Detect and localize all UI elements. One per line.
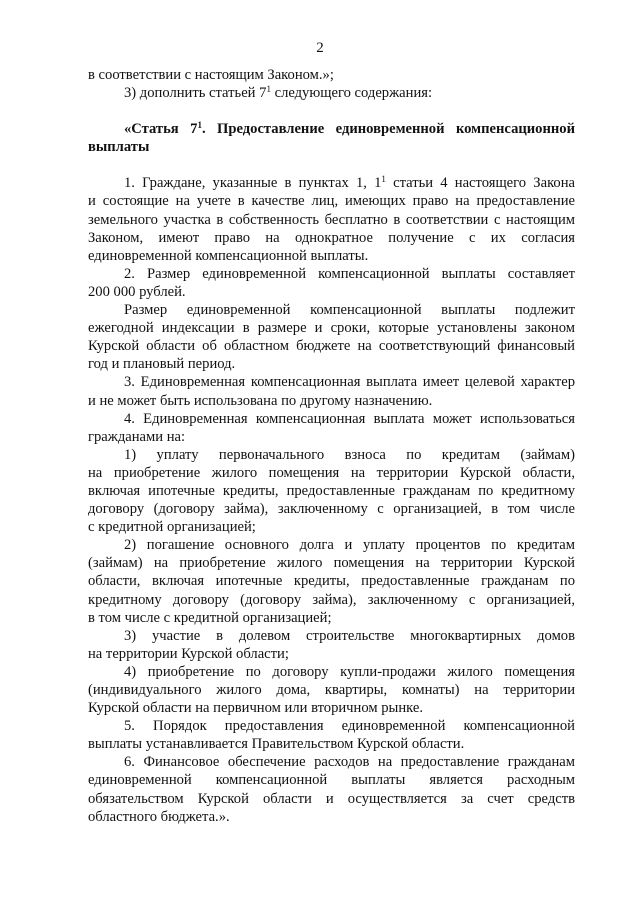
- text-line: и состоящие на учете в качестве лиц, имеющих право на предоставление: [88, 193, 575, 210]
- text-line: земельного участка в собственность бесплатно в соответствии с настоящим: [88, 211, 575, 228]
- text-line: кредитному договору (договору займа), заключенному с организацией,: [88, 591, 575, 608]
- text-line: 2. Размер единовременной компенсационной выплаты составляет: [124, 265, 575, 282]
- text-line: единовременной компенсационной выплаты.: [88, 247, 369, 264]
- text-line: на приобретение жилого помещения на территории Курской области,: [88, 464, 575, 481]
- text-line: в том числе с кредитной организацией;: [88, 609, 332, 626]
- text-line: включая ипотечные кредиты, предоставленные гражданам по кредитному: [88, 482, 575, 499]
- text-line: Размер единовременной компенсационной выплаты подлежит: [124, 302, 575, 319]
- text-line: 1. Граждане, указанные в пунктах 1, $1^1$ статьи 4 настоящего Закона: [124, 174, 575, 192]
- paragraph-2: [88, 265, 575, 374]
- paragraph-6: [88, 753, 575, 825]
- text-line: Курской области на первичном или вторичном рынке.: [88, 700, 423, 717]
- text-line: 4. Единовременная компенсационная выплата может использоваться: [124, 410, 575, 427]
- text-line: 3. Единовременная компенсационная выплата имеет целевой характер: [124, 374, 575, 391]
- text-line: (индивидуального жилого дома, квартиры, комнаты) на территории: [88, 682, 575, 698]
- paragraph-1: [88, 174, 575, 264]
- text-line: ежегодной индексации в размере и сроки, которые установлены законом: [88, 320, 575, 337]
- text-line: в соответствии с настоящим Законом.»;: [88, 67, 334, 83]
- text-line: 2) погашение основного долга и уплату процентов по кредитам: [124, 537, 575, 554]
- text-line: 200 000 рублей.: [88, 283, 186, 300]
- heading-line: выплаты: [88, 139, 150, 156]
- page-number: 2: [316, 40, 324, 56]
- text-line: 6. Финансовое обеспечение расходов на предоставление гражданам: [124, 754, 575, 771]
- text-line: единовременной компенсационной выплаты является расходным: [88, 772, 575, 789]
- paragraph-3: [88, 373, 575, 409]
- text-line: на территории Курской области;: [88, 645, 289, 662]
- text-line: 4) приобретение по договору купли-продажи жилого помещения: [124, 663, 575, 680]
- heading-line: «Статья $7^1$. Предоставление единовременной компенсационной: [124, 120, 576, 138]
- text-line: 1) уплату первоначального взноса по кредитам (займам): [124, 446, 575, 463]
- text-line: договору (договору займа), заключенному с организацией, в том числе: [88, 501, 575, 518]
- paragraph-5: [88, 717, 575, 753]
- article-heading: [88, 120, 575, 156]
- paragraph-4: [88, 410, 575, 718]
- text-line: Законом, имеют право на однократное получение с их согласия: [88, 229, 575, 246]
- text-line: области, включая ипотечные кредиты, предоставленные гражданам по: [88, 573, 575, 590]
- text-line: выплаты устанавливается Правительством Курской области.: [88, 736, 465, 753]
- text-line: год и плановый период.: [88, 356, 236, 373]
- text-line: (займам) на приобретение жилого помещения на территории Курской: [88, 555, 575, 572]
- text-line: с кредитной организацией;: [88, 519, 256, 536]
- text-line: 3) участие в долевом строительстве многоквартирных домов: [124, 627, 575, 644]
- document-body: [88, 66, 575, 826]
- text-line: и не может быть использована по другому назначению.: [88, 392, 433, 409]
- text-line: обязательством Курской области и осуществляется за счет средств: [88, 790, 575, 807]
- text-line: 3) дополнить статьей $7^1$ следующего содержания:: [124, 84, 433, 102]
- text-line: областного бюджета.».: [88, 808, 230, 825]
- text-line: гражданами на:: [88, 428, 186, 445]
- text-line: 5. Порядок предоставления единовременной компенсационной: [124, 718, 575, 735]
- text-line: Курской области об областном бюджете на соответствующий финансовый: [88, 338, 575, 355]
